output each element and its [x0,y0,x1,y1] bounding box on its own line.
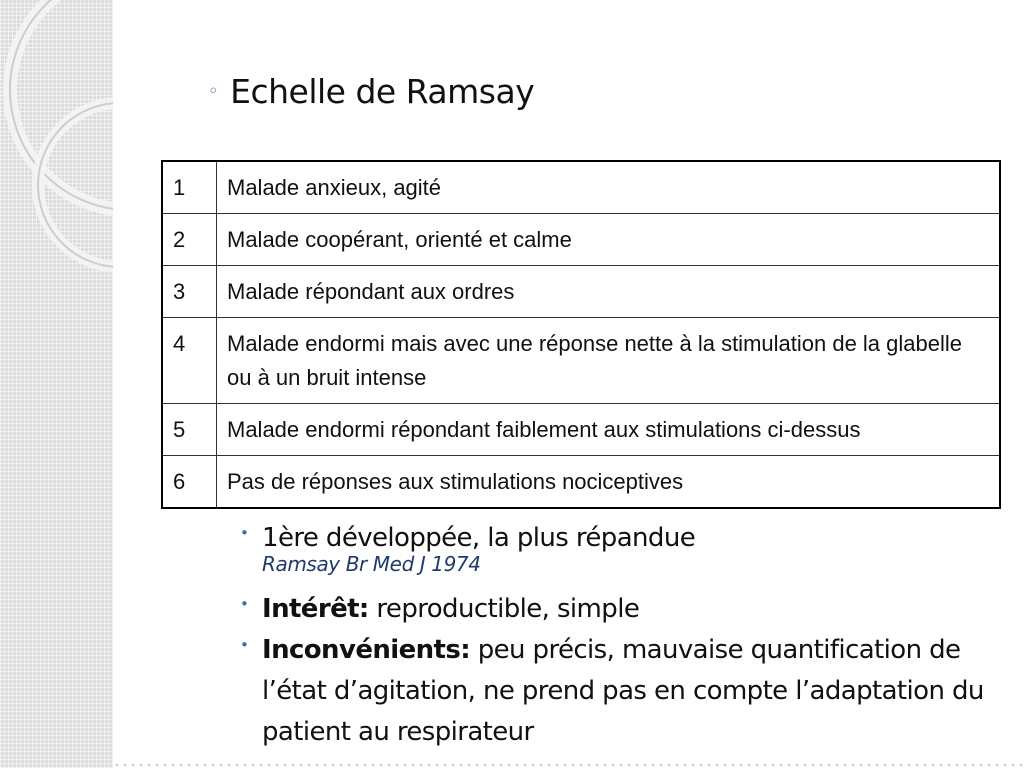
row-description: Pas de réponses aux stimulations nociceptives [217,456,1001,509]
table-row [162,161,1000,214]
row-number: 1 [162,161,217,214]
bullet-icon: • [240,524,249,542]
citation: Ramsay Br Med J 1974 [262,552,481,576]
decorative-side-panel [0,0,113,768]
note-label-interest: Intérêt: [262,594,369,624]
note-label-drawbacks: Inconvénients: [262,635,471,665]
note-text-interest: reproductible, simple [368,594,640,624]
table-row [162,266,1000,318]
table-row [162,404,1000,456]
slide-heading [208,72,534,111]
row-description: Malade anxieux, agité [217,161,1001,214]
table-row [162,318,1000,404]
notes-list [240,518,1000,753]
row-number: 5 [162,404,217,456]
table-row [162,214,1000,266]
decorative-bottom-strip [113,762,1024,768]
heading-text: Echelle de Ramsay [230,72,535,111]
table-row [162,456,1000,509]
note-first-developed: 1ère développée, la plus répandue [262,523,696,553]
row-description: Malade endormi mais avec une réponse nette à la stimulation de la glabelle ou à un bruit intense [217,318,1001,404]
row-number: 2 [162,214,217,266]
ramsay-scale-table [161,160,1001,509]
row-number: 3 [162,266,217,318]
row-number: 6 [162,456,217,509]
row-description: Malade coopérant, orienté et calme [217,214,1001,266]
row-description: Malade répondant aux ordres [217,266,1001,318]
heading-bullet: ◦ [208,81,219,102]
bullet-icon: • [240,636,249,654]
list-item [240,630,1000,753]
row-number: 4 [162,318,217,404]
bullet-icon: • [240,595,249,613]
note-text-drawbacks: peu précis, mauvaise quantification de l’état d’agitation, ne prend pas en compte l’adaptation du patient au respirateur [262,635,984,747]
list-item [240,589,1000,630]
row-description: Malade endormi répondant faiblement aux stimulations ci-dessus [217,404,1001,456]
decorative-circles [0,0,113,768]
list-item [240,518,1000,559]
